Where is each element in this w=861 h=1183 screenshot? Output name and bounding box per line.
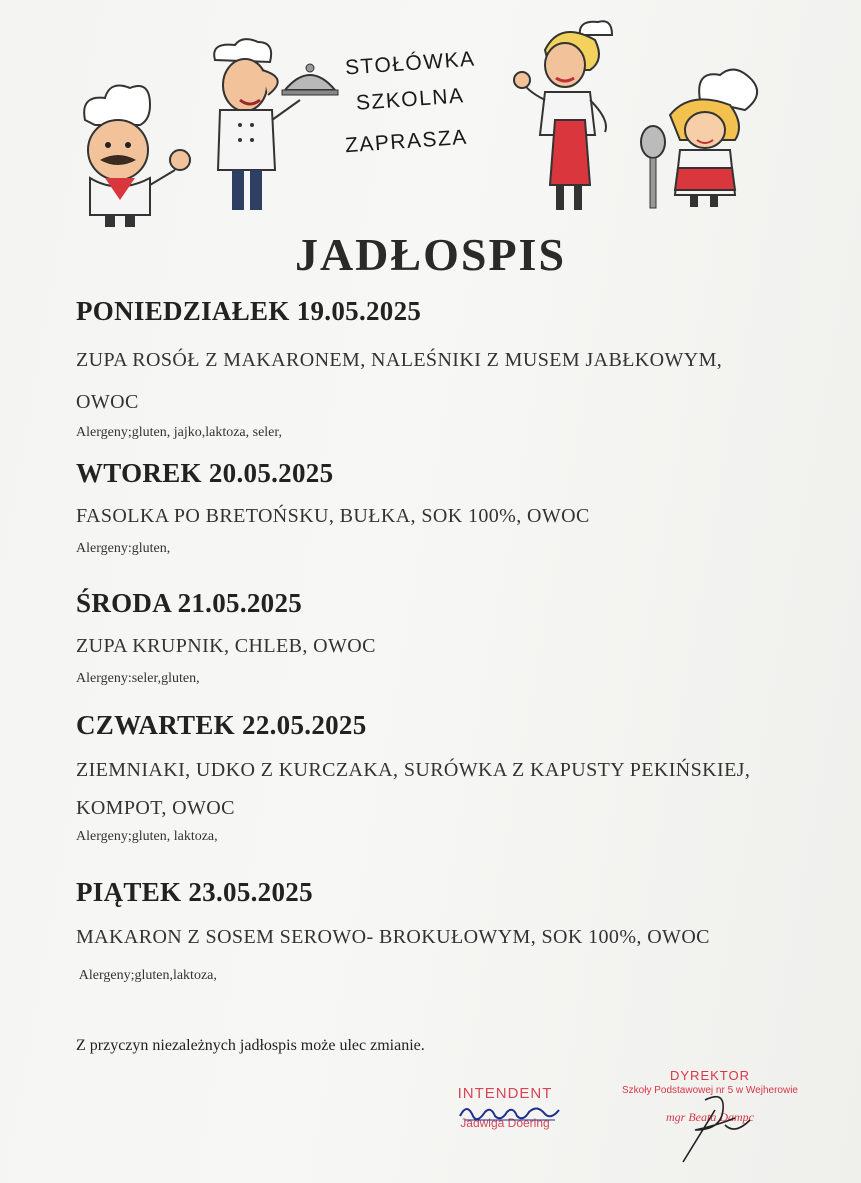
dish-line: MAKARON Z SOSEM SEROWO- BROKUŁOWYM, SOK 100%, OWOC bbox=[76, 926, 710, 948]
dish-line: KOMPOT, OWOC bbox=[76, 797, 235, 819]
intendent-name: Jadwiga Doering bbox=[460, 1116, 550, 1130]
chef-girl-spoon-illustration bbox=[641, 70, 757, 208]
intendent-title: INTENDENT bbox=[457, 1085, 553, 1102]
dyrektor-title: DYREKTOR bbox=[670, 1068, 750, 1083]
chef-illustrations bbox=[0, 0, 861, 240]
day-heading: WTOREK 20.05.2025 bbox=[76, 458, 334, 488]
dish-line: ZIEMNIAKI, UDKO Z KURCZAKA, SURÓWKA Z KAPUSTY PEKIŃSKIEJ, bbox=[76, 759, 751, 781]
dish-line: ZUPA ROSÓŁ Z MAKARONEM, NALEŚNIKI Z MUSEM JABŁKOWYM, bbox=[76, 349, 723, 371]
slogan-line-2: SZKOLNA bbox=[355, 84, 466, 115]
day-heading: CZWARTEK 22.05.2025 bbox=[76, 710, 367, 740]
dyrektor-name: mgr Beata Dampc bbox=[666, 1110, 754, 1124]
allergens-text: Alergeny;gluten, jajko,laktoza, seler, bbox=[76, 425, 283, 440]
day-tuesday bbox=[76, 458, 846, 557]
menu-title: JADŁOSPIS bbox=[294, 229, 567, 280]
slogan-line-1: STOŁÓWKA bbox=[344, 47, 477, 80]
day-heading: PONIEDZIAŁEK 19.05.2025 bbox=[76, 296, 422, 326]
chef-cloche-illustration bbox=[214, 39, 338, 210]
day-monday bbox=[76, 296, 846, 441]
day-friday bbox=[76, 877, 846, 984]
dyrektor-school: Szkoły Podstawowej nr 5 w Wejherowie bbox=[621, 1085, 798, 1096]
chef-woman-illustration bbox=[514, 21, 612, 210]
intendent-signature bbox=[455, 1098, 565, 1128]
allergens-text: Alergeny;gluten, laktoza, bbox=[76, 829, 218, 844]
dish-line: ZUPA KRUPNIK, CHLEB, OWOC bbox=[76, 635, 376, 657]
slogan-line-3: ZAPRASZA bbox=[344, 125, 469, 158]
chef-mustache-illustration bbox=[84, 86, 190, 227]
dish-line: FASOLKA PO BRETOŃSKU, BUŁKA, SOK 100%, OWOC bbox=[76, 505, 590, 527]
day-heading: PIĄTEK 23.05.2025 bbox=[76, 877, 313, 907]
allergens-text: Alergeny;gluten,laktoza, bbox=[76, 968, 217, 983]
dish-line: OWOC bbox=[76, 391, 139, 413]
allergens-text: Alergeny:seler,gluten, bbox=[76, 671, 200, 686]
allergens-text: Alergeny:gluten, bbox=[76, 541, 171, 556]
day-heading: ŚRODA 21.05.2025 bbox=[76, 588, 303, 618]
day-thursday bbox=[76, 710, 846, 845]
menu-change-note: Z przyczyn niezależnych jadłospis może ulec zmianie. bbox=[76, 1037, 425, 1054]
dyrektor-signature bbox=[675, 1090, 775, 1165]
day-wednesday bbox=[76, 588, 846, 687]
